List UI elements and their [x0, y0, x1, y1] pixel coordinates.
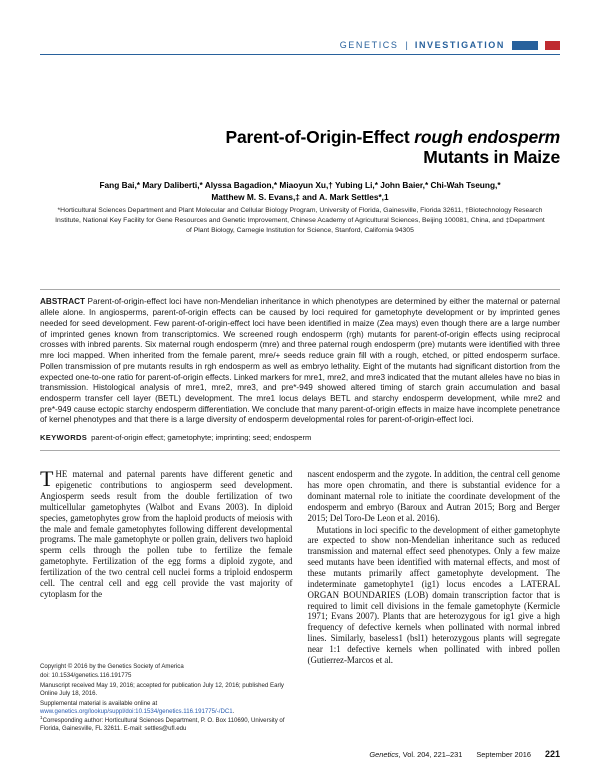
dropcap: T [40, 466, 54, 492]
body-paragraph-3: Mutations in loci specific to the development of either gametophyte are expected to show non-Mendelian inheritance such as reduced transmission and maternal effect seed phenotypes. Only a few maize seed mutants have been identified with maternal effects, and most of these mutants primarily affect gametophyte development. The indeterminate gametophyte1 (ig1) locus encodes a LATERAL ORGAN BOUNDARIES (LOB) domain transcription factor that is required to limit cell divisions in the female gametophyte (Kermicle 1971; Evans 2007). Plants that are heterozygous for ig1 give a high frequency of defective kernels when pollinated with normal inbred lines. Similarly, baseless1 (bsl1) heterozygous plants will segregate near 1:1 defective kernels when pollinated with inbred pollen (Gutierrez-Marcos et al. [307, 524, 560, 665]
abstract-label: ABSTRACT [40, 297, 86, 307]
title-italic: rough endosperm [414, 127, 560, 147]
body-paragraph-1-text: HE maternal and paternal parents have different genetic and epigenetic contributions to angiosperm seed development. Angiosperm seeds result from the double fertilization of two multicellular gametophytes (Walbot and Evans 2003). In diploid species, gametophytes grow from the haploid products of meiosis with the male and female gametophytes following different developmental programs. The male gametophyte or pollen grain, delivers two haploid sperm cells through the pollen tube to fertilize the female gametophyte. Fertilization of the egg forms a diploid zygote, and fertilization of the two central cell nuclei forms a triploid endosperm cell. The central cell and egg cell provide the vast majority of cytoplasm for the [40, 469, 293, 599]
keywords-label: KEYWORDS [40, 433, 88, 443]
body-paragraph-1 [40, 466, 293, 599]
title-line2: Mutants in Maize [423, 147, 560, 168]
manuscript-dates-line: Manuscript received May 19, 2016; accepted for publication July 12, 2016; published Early Online July 18, 2016. [40, 681, 284, 698]
doi-line: doi: 10.1534/genetics.116.191775 [40, 672, 132, 680]
citation-journal: Genetics, [369, 750, 401, 759]
abstract-text: Parent-of-origin-effect loci have non-Mendelian inheritance in which phenotypes are determined by either the maternal or paternal allele alone. In angiosperms, parent-of-origin effects can be caused by loci required for gametophyte development or by imprinted genes needed for seed development. Few parent-of-origin-effect loci have been identified in maize (Zea mays) even though there are a large number of imprinted genes known from transcriptomics. We screened rough endosperm (rgh) mutants for parent-of-origin effects using reciprocal crosses with inbred parents. Six maternal rough endosperm (mre) and three paternal rough endosperm (pre) mutants were identified with three mre loci mapped. When inherited from the female parent, mre/+ seeds reduce grain fill with a rough, etched, or pitted endosperm surface. Pollen transmission of pre mutants results in rgh endosperm as well as embryo lethality. Eight of the mutants had significant distortion from the expected one-to-one ratio for parent-of-origin effects. Linked markers for mre1, mre2, and mre3 indicated that the mutant alleles have no bias in transmission. Histological analysis of mre1, mre2, mre3, and pre*-949 showed altered timing of starch grain accumulation and basal endosperm transfer cell layer (BETL) development. The mre1 locus delays BETL and starchy endosperm development, while mre2 and pre*-949 cause ectopic starchy endosperm differentiation. We conclude that many parent-of-origin effects in maize have incomplete penetrance of kernel phenotypes and that there is a large diversity of endosperm developmental roles for parent-of-origin-effect loci. [40, 297, 560, 425]
keywords-text: parent-of-origin effect; gametophyte; imprinting; seed; endosperm [91, 433, 312, 443]
masthead-blue-block [512, 41, 538, 50]
affiliations: *Horticultural Sciences Department and Plant Molecular and Cellular Biology Program, University of Florida, Gainesville, Florida 32611, †Biotechnology Research Institute, National Key Facility for Gene Resources and Genetic Improvement, Chinese Academy of Agricultural Sciences, Beijing 100081, China, and ‡Department of Plant Biology, Carnegie Institution for Science, Stanford, California 94305 [55, 207, 545, 234]
author-line-1: Fang Bai,* Mary Daliberti,* Alyssa Bagadion,* Miaoyun Xu,† Yubing Li,* John Baier,* Chi-Wah Tseung,* [99, 180, 501, 191]
journal-name: GENETICS [339, 40, 399, 50]
supplemental-pre: Supplemental material is available online at [40, 699, 158, 707]
copyright-line: Copyright © 2016 by the Genetics Society of America [40, 662, 184, 670]
left-column [40, 466, 293, 665]
corresponding-superscript: 1 [40, 715, 43, 721]
article-title [40, 127, 560, 167]
author-line-2: Matthew M. S. Evans,‡ and A. Mark Settles*,1 [211, 191, 389, 202]
corresponding-text: Corresponding author: Horticultural Sciences Department, P. O. Box 110690, University of Florida, Gainesville, FL 32611. E-mail: settles@ufl.edu [40, 717, 285, 733]
abstract-paragraph [40, 297, 560, 426]
title-part1: Parent-of-Origin-Effect [225, 127, 415, 147]
masthead [40, 40, 560, 55]
right-column [308, 469, 561, 665]
corresponding-author-line [40, 717, 292, 733]
issue-date: September 2016 [476, 750, 531, 759]
author-list [40, 180, 560, 203]
abstract-section [40, 289, 560, 451]
supplemental-line [40, 700, 292, 716]
supplemental-post: . [232, 707, 235, 715]
footnote-block [40, 663, 292, 735]
masthead-divider: | [405, 40, 408, 50]
masthead-red-block [545, 41, 560, 50]
body-columns [40, 466, 560, 665]
citation-volume: Vol. 204, 221–231 [400, 750, 463, 759]
citation [369, 750, 462, 759]
keywords-line [40, 433, 560, 442]
supplemental-link[interactable]: www.genetics.org/lookup/suppl/doi:10.1534/genetics.116.191775/-/DC1 [40, 707, 233, 715]
section-label: INVESTIGATION [414, 40, 505, 50]
page-footer [369, 749, 560, 759]
page-number: 221 [544, 749, 560, 759]
body-paragraph-2: nascent endosperm and the zygote. In addition, the central cell genome has more open chromatin, and there is substantial evidence for a dominant maternal role to initiate the coordinate development of the endosperm and embryo (Baroux and Autran 2015; Borg and Berger 2015; Del Toro-De Leon et al. 2016). [307, 469, 560, 523]
